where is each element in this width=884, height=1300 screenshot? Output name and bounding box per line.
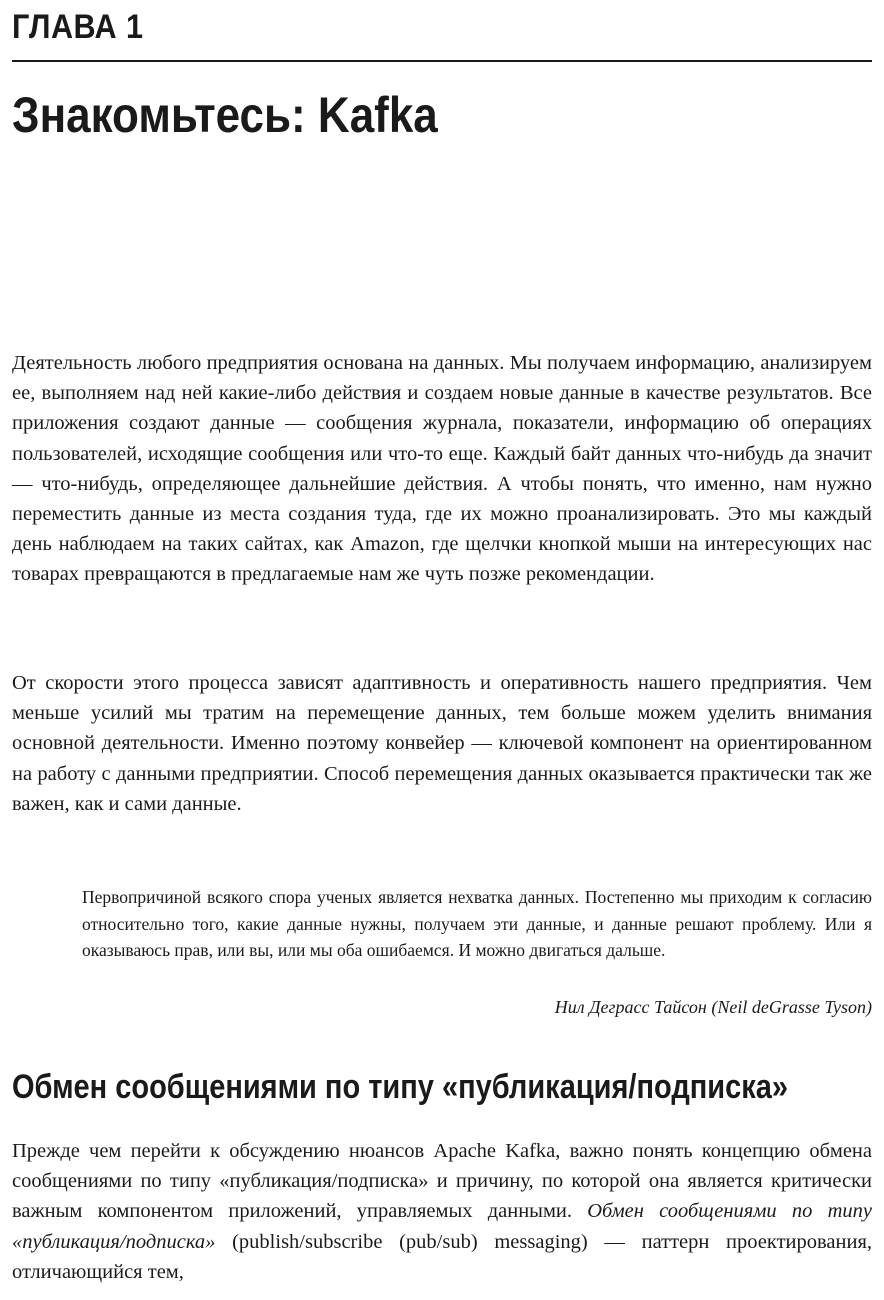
paragraph-2: От скорости этого процесса зависят адаптивность и оперативность нашего предприятия. Чем меньше усилий мы тратим на перемещение данных, тем больше можем уделить внимания основной деятельности. Именно поэтому конвейер — ключевой компонент на ориентированном на работу с данными предприятии. Способ перемещения данных оказывается практически так же важен, как и сами данные. — [12, 672, 872, 815]
section-intro-term: Обмен сообщениями по типу «публикация/подписка» — [12, 1200, 872, 1253]
chapter-title: Знакомьтесь: Kafka — [12, 87, 438, 143]
chapter-divider — [12, 60, 872, 62]
section-heading: Обмен сообщениями по типу «публикация/подписка» — [12, 1068, 788, 1106]
section-intro-paragraph — [12, 1136, 872, 1287]
section-intro-text-cont: (publish/subscribe (pub/sub) messaging) — паттерн проектирования, отличающийся тем, — [12, 1230, 872, 1283]
section-intro-text: Прежде чем перейти к обсуждению нюансов Apache Kafka, важно понять концепцию обмена сообщениями по типу «публикация/подписка» и причину, по которой она является критически важным компонентом приложений, управляемых данными. — [12, 1140, 872, 1223]
paragraph-1: Деятельность любого предприятия основана на данных. Мы получаем информацию, анализируем ее, выполняем над ней какие-либо действия и создаем новые данные в качестве результатов. Все приложения создают данные — сообщения журнала, показатели, информацию об операциях пользователей, исходящие сообщения или что-то еще. Каждый байт данных что-нибудь да значит — что-нибудь, определяющее дальнейшие действия. А чтобы понять, что именно, нам нужно переместить данные из места создания туда, где их можно проанализировать. Это мы каждый день наблюдаем на таких сайтах, как Amazon, где щелчки кнопкой мыши на интересующих нас товарах превращаются в предлагаемые нам же чуть позже рекомендации. — [12, 352, 872, 586]
chapter-label: ГЛАВА 1 — [12, 8, 144, 46]
epigraph-quote: Первопричиной всякого спора ученых является нехватка данных. Постепенно мы приходим к согласию относительно того, какие данные нужны, получаем эти данные, и данные решают проблему. Или я оказываюсь прав, или вы, или мы оба ошибаемся. И можно двигаться дальше. — [82, 887, 872, 960]
epigraph-author: Нил Деграсс Тайсон (Neil deGrasse Tyson) — [554, 997, 872, 1017]
